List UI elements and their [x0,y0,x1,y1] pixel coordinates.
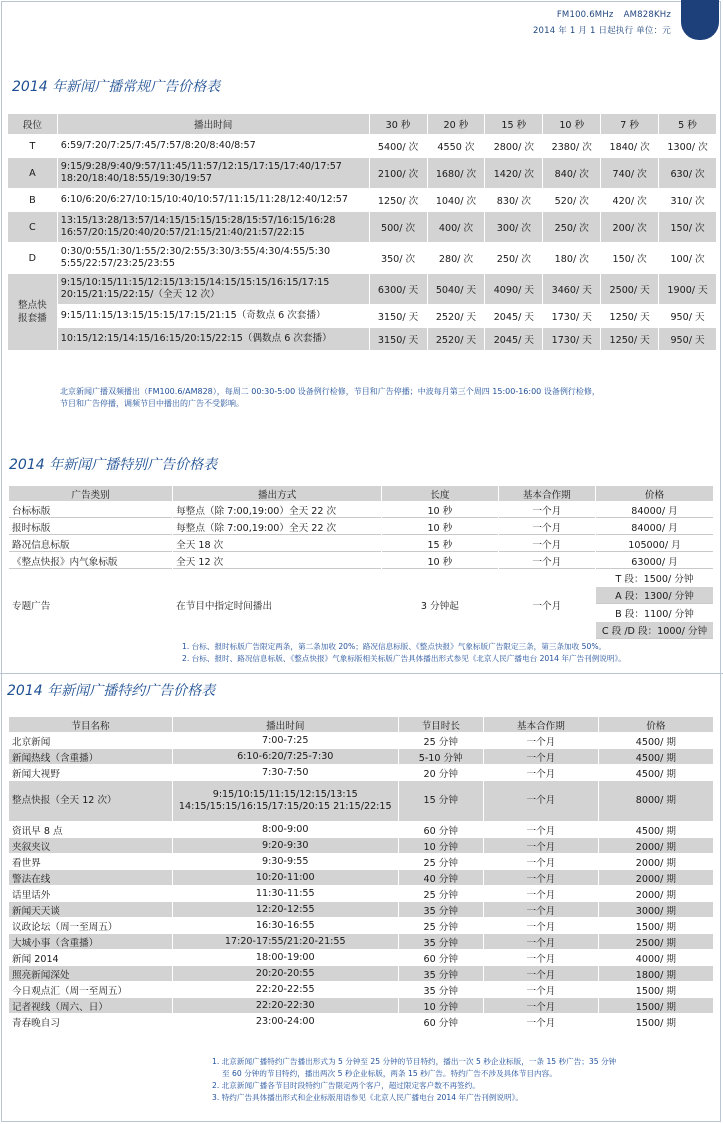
price-cell: 4500/ 期 [599,733,713,748]
price-cell: 2520/ 天 [428,305,485,327]
price-cell: 840/ 次 [543,158,600,188]
duration-cell: 25 分钟 [399,733,484,748]
category-cell: 台标标版 [9,502,172,518]
table-row [9,966,713,981]
duration-cell: 10 分钟 [399,998,484,1013]
col-header: 节目时长 [399,717,484,732]
time-cell: 10:15/12:15/14:15/16:15/20:15/22:15（偶数点 6 次套播） [58,328,369,350]
program-name-cell: 警法在线 [9,870,172,885]
program-name-cell: 新闻 2014 [9,950,172,965]
price-cell: 950/ 天 [659,305,716,327]
price-cell: C 段 /D 段：1000/ 分钟 [596,622,713,639]
air-time-cell: 7:30-7:50 [173,765,397,780]
duration-cell: 35 分钟 [399,966,484,981]
table-row [9,570,713,586]
table-row [9,749,713,764]
period-cell: 一个月 [499,536,595,552]
price-cell: 4090/ 天 [485,274,542,304]
price-cell: 63000/ 月 [596,553,713,569]
price-cell: 5040/ 天 [428,274,485,304]
price-cell: 5400/ 次 [370,135,427,157]
duration-cell: 5-10 分钟 [399,749,484,764]
air-time-cell: 22:20-22:55 [173,982,397,997]
col-header: 基本合作期 [499,486,595,501]
price-cell: 1900/ 天 [659,274,716,304]
length-cell: 10 秒 [382,502,497,518]
table-row [9,781,713,821]
duration-cell: 60 分钟 [399,1014,484,1029]
note-line: 北京新闻广播双频播出（FM100.6/AM828），每周二 00:30-5:00 设备例行检修，节目和广告停播；中波每月第三个周四 15:00-16:00 设备例行检修， [60,387,600,396]
table-header-row [9,717,713,732]
table-row [9,536,713,552]
section3-note [212,1056,717,1104]
duration-cell: 25 分钟 [399,854,484,869]
sponsorship-price-table [8,716,714,1030]
table-row [8,212,716,242]
period-cell: 一个月 [484,838,598,853]
program-name-cell: 照亮新闻深处 [9,966,172,981]
table-row [9,822,713,837]
program-name-cell: 青春晚自习 [9,1014,172,1029]
col-header: 长度 [382,486,497,501]
category-cell: 报时标版 [9,519,172,535]
air-time-cell: 11:30-11:55 [173,886,397,901]
mode-cell: 每整点（除 7:00,19:00）全天 22 次 [173,519,381,535]
length-cell: 3 分钟起 [382,570,497,639]
time-cell: 0:30/0:55/1:30/1:55/2:30/2:55/3:30/3:55/4:30/4:55/5:30 5:55/22:57/23:25/23:55 [58,243,369,273]
category-cell: 专题广告 [9,570,172,639]
seg-cell: C [8,212,57,242]
section1-title: 2014 年新闻广播常规广告价格表 [12,79,221,95]
table-header-row [9,486,713,501]
price-cell: 310/ 次 [659,189,716,211]
price-cell: 300/ 次 [485,212,542,242]
period-cell: 一个月 [499,570,595,639]
price-cell: 3150/ 天 [370,305,427,327]
duration-cell: 10 分钟 [399,838,484,853]
price-cell: 105000/ 月 [596,536,713,552]
price-cell: 84000/ 月 [596,519,713,535]
time-cell: 6:10/6:20/6:27/10:15/10:40/10:57/11:15/11:28/12:40/12:57 [58,189,369,211]
price-cell: 200/ 次 [601,212,658,242]
table-row [9,950,713,965]
price-cell: 2045/ 天 [485,328,542,350]
note-line: 3. 特约广告具体播出形式和企业标版用语参见《北京人民广播电台 2014 年广告刊例说明》。 [212,1093,523,1102]
program-name-cell: 话里话外 [9,886,172,901]
price-cell: 1730/ 天 [543,305,600,327]
table-row [8,135,716,157]
air-time-cell: 7:00-7:25 [173,733,397,748]
note-line: 1. 北京新闻广播特约广告播出形式为 5 分钟至 25 分钟的节目特约，播出一次 5 秒企业标版，一条 15 秒广告；35 分钟 [212,1057,617,1066]
note-line: 2. 台标、报时、路况信息标版、《整点快报》气象标版相关标版广告具体播出形式参见《北京人民广播电台 2014 年广告刊例说明》。 [182,654,626,663]
table-row [9,838,713,853]
price-cell: 250/ 次 [543,212,600,242]
price-cell: 3150/ 天 [370,328,427,350]
program-name-cell: 记者视线（周六、日） [9,998,172,1013]
duration-cell: 60 分钟 [399,822,484,837]
col-header: 广告类别 [9,486,172,501]
period-cell: 一个月 [484,749,598,764]
price-cell: 6300/ 天 [370,274,427,304]
duration-cell: 20 分钟 [399,765,484,780]
time-cell: 13:15/13:28/13:57/14:15/15:15/15:28/15:57/16:15/16:28 16:57/20:15/20:40/20:57/21:15/21:40/21:57/22:15 [58,212,369,242]
price-cell: 420/ 次 [601,189,658,211]
air-time-cell: 10:20-11:00 [173,870,397,885]
table-row [9,998,713,1013]
table-row [9,870,713,885]
price-cell: 2045/ 天 [485,305,542,327]
price-cell: A 段：1300/ 分钟 [596,587,713,604]
category-cell: 《整点快报》内气象标版 [9,553,172,569]
period-cell: 一个月 [499,553,595,569]
price-cell: 2800/ 次 [485,135,542,157]
table-row [8,328,716,350]
price-cell: 1250/ 天 [601,305,658,327]
table-row [9,886,713,901]
mode-cell: 在节目中指定时间播出 [173,570,381,639]
price-cell: 250/ 次 [485,243,542,273]
length-cell: 10 秒 [382,553,497,569]
price-cell: 1500/ 期 [599,918,713,933]
fm-frequency: FM100.6MHz [556,10,614,20]
program-name-cell: 新闻大视野 [9,765,172,780]
seg-cell: T [8,135,57,157]
price-cell: 1500/ 期 [599,1014,713,1029]
air-time-cell: 18:00-19:00 [173,950,397,965]
air-time-cell: 20:20-20:55 [173,966,397,981]
price-cell: B 段：1100/ 分钟 [596,605,713,621]
program-name-cell: 议政论坛（周一至周五） [9,918,172,933]
seg-cell: D [8,243,57,273]
price-cell: 1680/ 次 [428,158,485,188]
seg-cell: B [8,189,57,211]
price-cell: 2500/ 天 [601,274,658,304]
price-cell: 150/ 次 [601,243,658,273]
duration-cell: 40 分钟 [399,870,484,885]
price-cell: 2000/ 期 [599,854,713,869]
am-frequency: AM828KHz [623,10,671,20]
price-cell: 2000/ 期 [599,870,713,885]
section2-note [182,641,717,665]
col-header: 段位 [8,114,57,134]
period-cell: 一个月 [484,950,598,965]
table-row [9,982,713,997]
price-cell: 400/ 次 [428,212,485,242]
category-cell: 路况信息标版 [9,536,172,552]
price-cell: 2100/ 次 [370,158,427,188]
period-cell: 一个月 [499,502,595,518]
special-price-table [8,485,714,640]
price-cell: 950/ 天 [659,328,716,350]
length-cell: 15 秒 [382,536,497,552]
table-row [9,918,713,933]
price-cell: 4550 次 [428,135,485,157]
col-header: 播出方式 [173,486,381,501]
air-time-cell: 17:20-17:55/21:20-21:55 [173,934,397,949]
price-cell: 150/ 次 [659,212,716,242]
price-cell: 740/ 次 [601,158,658,188]
table-row [8,189,716,211]
table-row [9,854,713,869]
price-cell: 2000/ 期 [599,838,713,853]
table-row [8,274,716,304]
period-cell: 一个月 [484,918,598,933]
table-row [9,519,713,535]
duration-cell: 35 分钟 [399,982,484,997]
program-name-cell: 看世界 [9,854,172,869]
price-cell: 2520/ 天 [428,328,485,350]
price-cell: 2500/ 期 [599,934,713,949]
period-cell: 一个月 [484,934,598,949]
col-header: 播出时间 [173,717,397,732]
price-cell: 2380/ 次 [543,135,600,157]
duration-cell: 35 分钟 [399,902,484,917]
note-line: 1. 台标、报时标版广告限定两条，第二条加收 20%；路况信息标版、《整点快报》气象标版广告限定三条，第三条加收 50%。 [182,642,607,651]
period-cell: 一个月 [484,902,598,917]
combo-seg-cell: 整点快报套播 [8,274,57,350]
effective-date: 2014 年 1 月 1 日起执行 单位：元 [532,26,671,36]
table-header-row [8,114,716,134]
table-row [9,934,713,949]
program-name-cell: 今日观点汇（周一至周五） [9,982,172,997]
section1-note [60,386,720,410]
table-row [9,902,713,917]
price-cell: 2000/ 期 [599,886,713,901]
air-time-cell: 9:15/10:15/11:15/12:15/13:15 14:15/15:15/16:15/17:15/20:15 21:15/22:15 [173,781,397,821]
price-cell: 830/ 次 [485,189,542,211]
col-header: 15 秒 [485,114,542,134]
table-row [9,1014,713,1029]
regular-price-table [7,113,717,351]
col-header: 价格 [599,717,713,732]
section3-title: 2014 年新闻广播特约广告价格表 [7,683,216,699]
period-cell: 一个月 [484,1014,598,1029]
air-time-cell: 22:20-22:30 [173,998,397,1013]
price-cell: 1250/ 天 [601,328,658,350]
program-name-cell: 新闻热线（含重播） [9,749,172,764]
duration-cell: 15 分钟 [399,781,484,821]
mode-cell: 全天 12 次 [173,553,381,569]
brand-tab [681,0,719,40]
table-row [9,765,713,780]
price-cell: 4000/ 期 [599,950,713,965]
table-row [8,243,716,273]
program-name-cell: 北京新闻 [9,733,172,748]
price-cell: T 段：1500/ 分钟 [596,570,713,586]
price-cell: 1730/ 天 [543,328,600,350]
duration-cell: 35 分钟 [399,934,484,949]
col-header: 节目名称 [9,717,172,732]
duration-cell: 60 分钟 [399,950,484,965]
price-cell: 500/ 次 [370,212,427,242]
col-header: 播出时间 [58,114,369,134]
duration-cell: 25 分钟 [399,886,484,901]
mode-cell: 每整点（除 7:00,19:00）全天 22 次 [173,502,381,518]
period-cell: 一个月 [484,733,598,748]
program-name-cell: 新闻天天谈 [9,902,172,917]
note-line: 节目和广告停播，调频节目中播出的广告不受影响。 [60,399,244,408]
air-time-cell: 6:10-6:20/7:25-7:30 [173,749,397,764]
period-cell: 一个月 [484,886,598,901]
col-header: 价格 [596,486,713,501]
air-time-cell: 12:20-12:55 [173,902,397,917]
table-row [9,553,713,569]
header-info [533,7,671,39]
price-cell: 1800/ 期 [599,966,713,981]
air-time-cell: 9:20-9:30 [173,838,397,853]
program-name-cell: 夹叙夹议 [9,838,172,853]
air-time-cell: 23:00-24:00 [173,1014,397,1029]
period-cell: 一个月 [484,870,598,885]
price-cell: 1300/ 次 [659,135,716,157]
period-cell: 一个月 [484,822,598,837]
price-cell: 4500/ 期 [599,749,713,764]
col-header: 30 秒 [370,114,427,134]
section-divider [0,673,723,674]
note-line: 至 60 分钟的节目特约，播出两次 5 秒企业标版，两条 15 秒广告。特约广告不涉及具体节目内容。 [222,1069,557,1078]
price-cell: 84000/ 月 [596,502,713,518]
col-header: 5 秒 [659,114,716,134]
time-cell: 9:15/11:15/13:15/15:15/17:15/21:15（奇数点 6 次套播） [58,305,369,327]
air-time-cell: 8:00-9:00 [173,822,397,837]
table-row [8,305,716,327]
col-header: 7 秒 [601,114,658,134]
price-cell: 100/ 次 [659,243,716,273]
col-header: 10 秒 [543,114,600,134]
mode-cell: 全天 18 次 [173,536,381,552]
price-cell: 1840/ 次 [601,135,658,157]
price-cell: 4500/ 期 [599,765,713,780]
program-name-cell: 大城小事（含重播） [9,934,172,949]
price-cell: 1250/ 次 [370,189,427,211]
period-cell: 一个月 [484,998,598,1013]
note-line: 2. 北京新闻广播各节目时段特约广告限定两个客户，超过限定客户数不再签约。 [212,1081,480,1090]
air-time-cell: 9:30-9:55 [173,854,397,869]
time-cell: 9:15/9:28/9:40/9:57/11:45/11:57/12:15/17:15/17:40/17:57 18:20/18:40/18:55/19:30/19:57 [58,158,369,188]
table-row [9,502,713,518]
section2-title: 2014 年新闻广播特别广告价格表 [9,457,218,473]
period-cell: 一个月 [484,765,598,780]
seg-cell: A [8,158,57,188]
table-row [9,733,713,748]
price-cell: 1420/ 次 [485,158,542,188]
period-cell: 一个月 [484,966,598,981]
price-cell: 520/ 次 [543,189,600,211]
air-time-cell: 16:30-16:55 [173,918,397,933]
price-cell: 1500/ 期 [599,982,713,997]
price-cell: 1500/ 期 [599,998,713,1013]
time-cell: 9:15/10:15/11:15/12:15/13:15/14:15/15:15/16:15/17:15 20:15/21:15/22:15/（全天 12 次） [58,274,369,304]
program-name-cell: 资讯早 8 点 [9,822,172,837]
length-cell: 10 秒 [382,519,497,535]
price-cell: 630/ 次 [659,158,716,188]
duration-cell: 25 分钟 [399,918,484,933]
price-cell: 350/ 次 [370,243,427,273]
price-cell: 3460/ 天 [543,274,600,304]
period-cell: 一个月 [484,781,598,821]
price-cell: 3000/ 期 [599,902,713,917]
program-name-cell: 整点快报（全天 12 次） [9,781,172,821]
price-cell: 180/ 次 [543,243,600,273]
price-cell: 280/ 次 [428,243,485,273]
col-header: 基本合作期 [484,717,598,732]
price-cell: 4500/ 期 [599,822,713,837]
period-cell: 一个月 [484,982,598,997]
col-header: 20 秒 [428,114,485,134]
table-row [8,158,716,188]
price-cell: 8000/ 期 [599,781,713,821]
period-cell: 一个月 [484,854,598,869]
time-cell: 6:59/7:20/7:25/7:45/7:57/8:20/8:40/8:57 [58,135,369,157]
price-cell: 1040/ 次 [428,189,485,211]
period-cell: 一个月 [499,519,595,535]
